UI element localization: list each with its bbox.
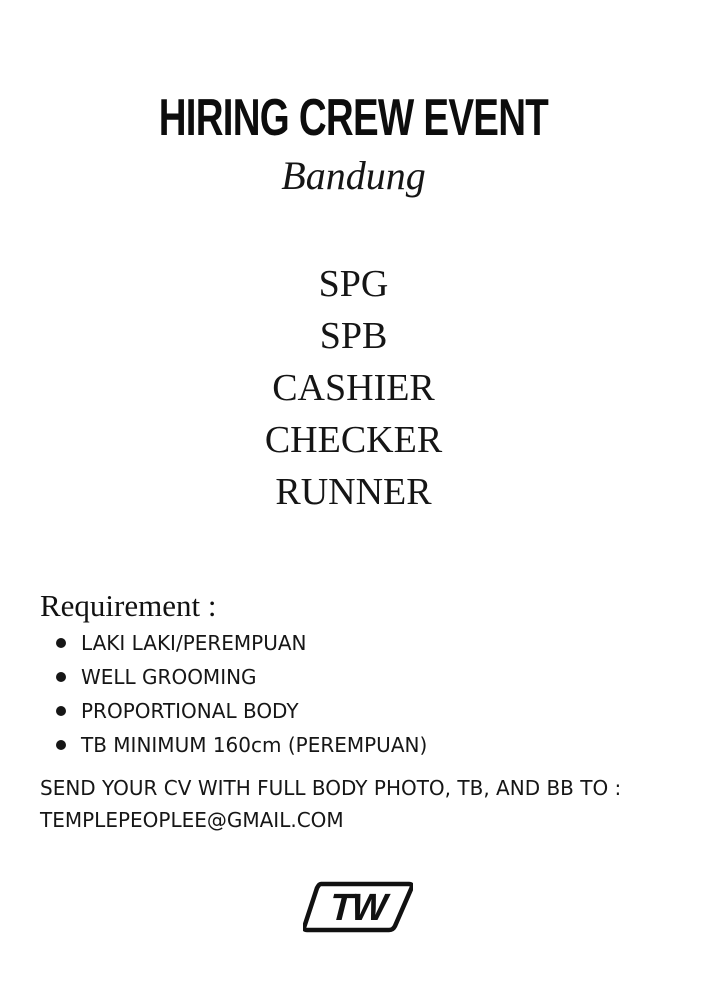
requirement-item xyxy=(0,694,427,728)
requirements-title: Requirement : xyxy=(40,588,217,623)
requirement-text: TB MINIMUM 160cm (PEREMPUAN) xyxy=(81,733,428,757)
requirement-text: PROPORTIONAL BODY xyxy=(81,699,299,723)
bullet-icon xyxy=(56,706,66,716)
requirement-item xyxy=(0,728,427,762)
contact-instruction: SEND YOUR CV WITH FULL BODY PHOTO, TB, AND BB TO : xyxy=(40,776,622,800)
city-subtitle: Bandung xyxy=(281,153,426,198)
bullet-icon xyxy=(56,740,66,750)
position-item: SPB xyxy=(319,315,388,357)
headline: HIRING CREW EVENT xyxy=(158,89,549,147)
positions-list xyxy=(0,258,707,518)
bullet-icon xyxy=(56,638,66,648)
contact-block xyxy=(40,772,690,836)
requirement-text: LAKI LAKI/PEREMPUAN xyxy=(81,631,307,655)
position-item: CASHIER xyxy=(272,367,435,409)
contact-email[interactable]: TEMPLEPEOPLEE@GMAIL.COM xyxy=(40,808,344,832)
requirement-item xyxy=(0,626,427,660)
tw-logo-icon xyxy=(303,880,413,934)
requirement-text: WELL GROOMING xyxy=(81,665,257,689)
position-item: RUNNER xyxy=(275,471,432,513)
position-item: CHECKER xyxy=(264,419,443,461)
position-item: SPG xyxy=(318,263,389,305)
logo-text: TW xyxy=(325,886,391,929)
requirements-list xyxy=(0,626,427,762)
requirement-item xyxy=(0,660,427,694)
bullet-icon xyxy=(56,672,66,682)
